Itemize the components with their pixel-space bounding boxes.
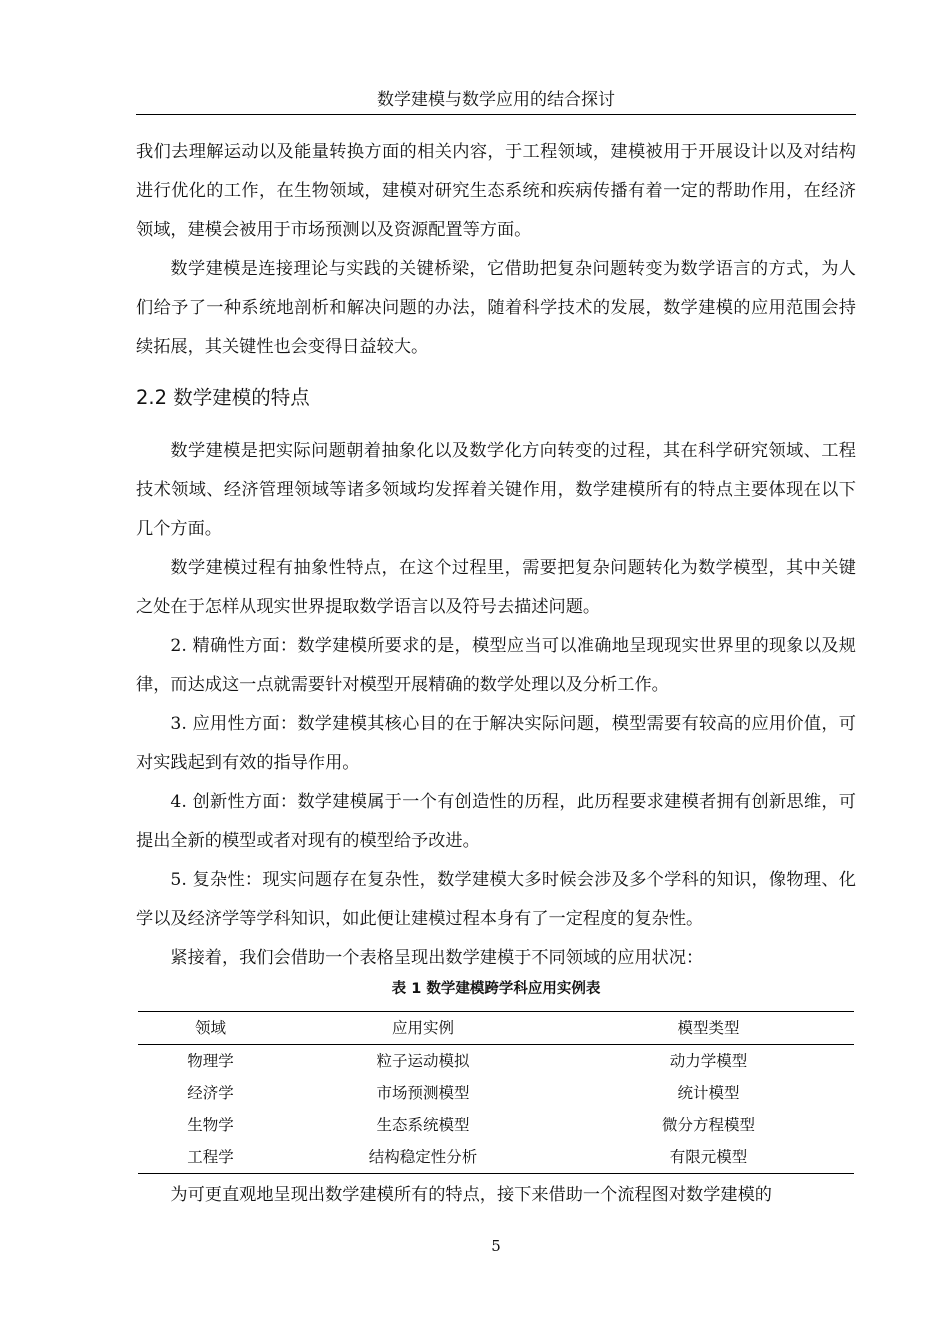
list-item-complexity: 5. 复杂性：现实问题存在复杂性，数学建模大多时候会涉及多个学科的知识，像物理、化学以及经济学等学科知识，如此便让建模过程本身有了一定程度的复杂性。 (136, 870, 856, 929)
table-cell-example: 生态系统模型 (376, 1116, 470, 1134)
body-paragraph: 为可更直观地呈现出数学建模所有的特点，接下来借助一个流程图对数学建模的 (170, 1185, 772, 1205)
running-header-title: 数学建模与数学应用的结合探讨 (377, 90, 615, 110)
column-header-field: 领域 (194, 1019, 226, 1037)
page-number: 5 (491, 1237, 501, 1255)
table-header-row (138, 1012, 854, 1045)
body-paragraph: 数学建模是把实际问题朝着抽象化以及数学化方向转变的过程，其在科学研究领域、工程技术领域、经济管理领域等诸多领域均发挥着关键作用，数学建模所有的特点主要体现在以下几个方面。 (136, 441, 856, 539)
section-heading: 2.2 数学建模的特点 (136, 386, 310, 409)
table-cell-field: 工程学 (187, 1148, 234, 1166)
application-table (138, 1011, 854, 1174)
header-divider (136, 114, 856, 115)
body-paragraph: 我们去理解运动以及能量转换方面的相关内容，于工程领域，建模被用于开展设计以及对结构进行优化的工作，在生物领域，建模对研究生态系统和疾病传播有着一定的帮助作用，在经济领域，建模会被用于市场预测以及资源配置等方面。 (136, 142, 856, 240)
page-body (136, 133, 856, 1215)
table-cell-example: 粒子运动模拟 (376, 1052, 470, 1070)
table-cell-example: 结构稳定性分析 (368, 1148, 478, 1166)
list-item-precision: 2. 精确性方面：数学建模所要求的是，模型应当可以准确地呈现现实世界里的现象以及规律，而达成这一点就需要针对模型开展精确的数学处理以及分析工作。 (136, 636, 856, 695)
table-cell-example: 市场预测模型 (376, 1084, 470, 1102)
table-row (138, 1077, 854, 1109)
table-caption: 表 1 数学建模跨学科应用实例表 (391, 981, 601, 997)
column-header-example: 应用实例 (391, 1019, 454, 1037)
table-cell-model-type: 有限元模型 (669, 1148, 748, 1166)
table-row (138, 1141, 854, 1174)
table-cell-model-type: 微分方程模型 (661, 1116, 755, 1134)
table-cell-field: 物理学 (187, 1052, 234, 1070)
body-paragraph: 数学建模是连接理论与实践的关键桥梁，它借助把复杂问题转变为数学语言的方式，为人们给予了一种系统地剖析和解决问题的办法，随着科学技术的发展，数学建模的应用范围会持续拓展，其关键性也会变得日益较大。 (136, 259, 856, 357)
body-paragraph: 紧接着，我们会借助一个表格呈现出数学建模于不同领域的应用状况： (170, 948, 704, 968)
body-paragraph: 数学建模过程有抽象性特点，在这个过程里，需要把复杂问题转化为数学模型，其中关键之处在于怎样从现实世界提取数学语言以及符号去描述问题。 (136, 558, 856, 617)
table-row (138, 1109, 854, 1141)
table-cell-model-type: 动力学模型 (669, 1052, 748, 1070)
column-header-model-type: 模型类型 (677, 1019, 740, 1037)
table-row (138, 1045, 854, 1078)
list-item-innovation: 4. 创新性方面：数学建模属于一个有创造性的历程，此历程要求建模者拥有创新思维，可提出全新的模型或者对现有的模型给予改进。 (136, 792, 856, 851)
table-cell-field: 生物学 (187, 1116, 234, 1134)
table-cell-model-type: 统计模型 (677, 1084, 740, 1102)
table-cell-field: 经济学 (187, 1084, 234, 1102)
list-item-applicability: 3. 应用性方面：数学建模其核心目的在于解决实际问题，模型需要有较高的应用价值，可对实践起到有效的指导作用。 (136, 714, 856, 773)
